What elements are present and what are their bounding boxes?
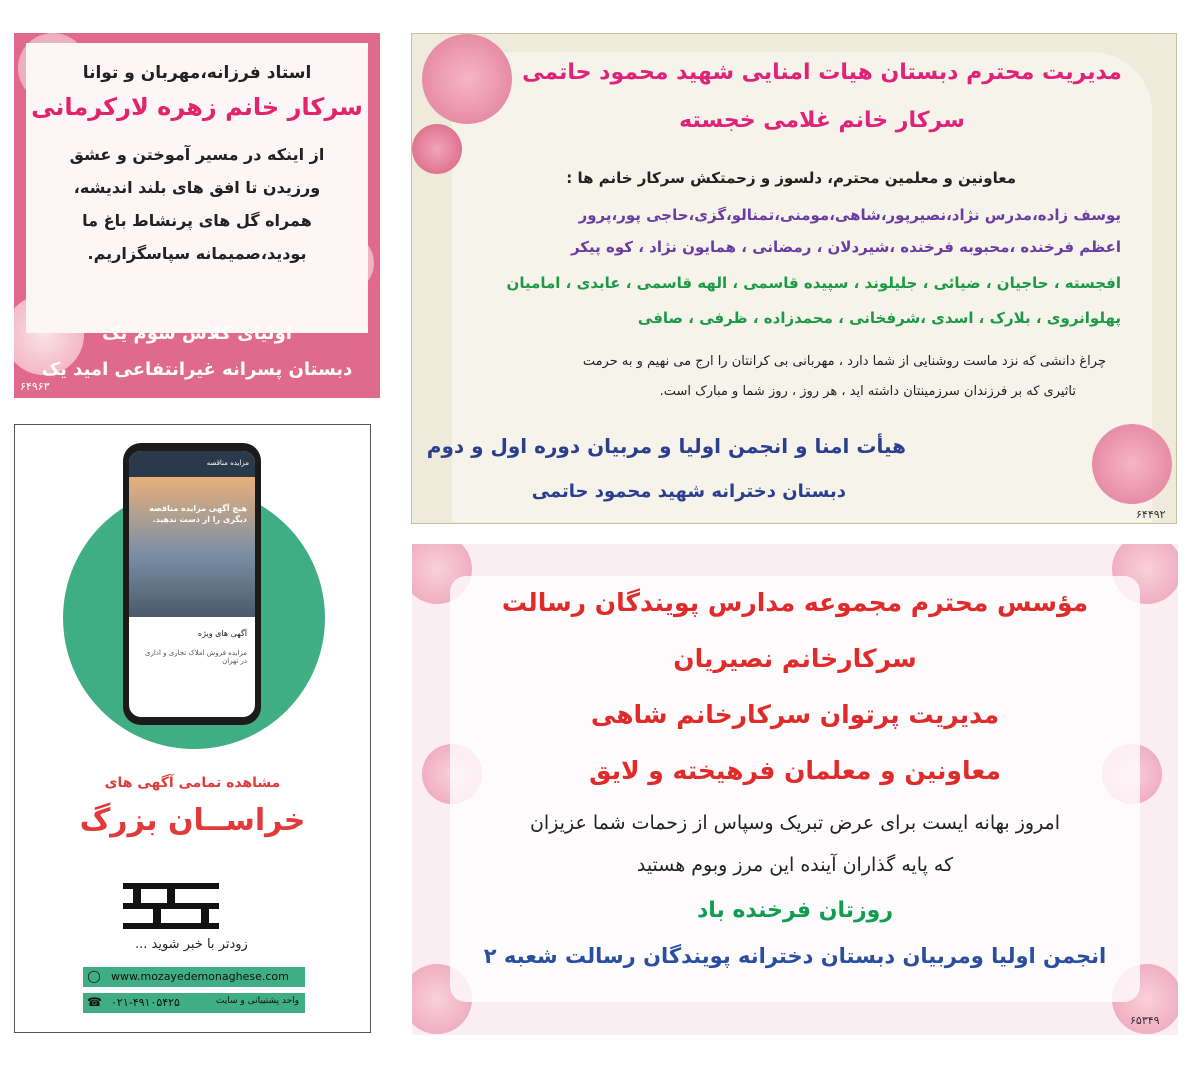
ad-body <box>26 138 368 270</box>
ad-greeting: روزتان فرخنده باد <box>696 898 894 923</box>
ad-code: ۶۴۴۹۲ <box>1136 508 1166 521</box>
ad-recipient-name: مدیریت پرتوان سرکارخانم شاهی <box>590 700 1000 729</box>
promo-tagline: زودتر با خبر شوید ... <box>135 937 248 952</box>
support-label: واحد پشتیبانی و سایت <box>215 996 299 1006</box>
mozayede-logo <box>123 883 219 929</box>
ad-paragraph-line: تاثیری که بر فرزندان سرزمینتان داشته اید ، هر روز ، روز شما و مبارک است. <box>659 384 1076 399</box>
ad-signature-2: دبستان پسرانه غیرانتفاعی امید یک <box>41 359 353 380</box>
app-card-text: مزایده فروش املاک تجاری و اداری در تهران <box>145 649 247 665</box>
staff-names-line: پهلوانروی ، بلارک ، اسدی ،شرفخانی ، محمدزاده ، ظرفی ، صافی <box>637 309 1121 327</box>
ad-title: مدیریت محترم دبستان هیات امنایی شهید محمود حاتمی <box>522 60 1122 85</box>
ad-signature-2: دبستان دخترانه شهید محمود حاتمی <box>531 481 846 502</box>
phone-number[interactable]: ۰۲۱-۴۹۱۰۵۴۲۵ <box>111 996 180 1009</box>
app-header <box>129 451 255 477</box>
ad-paragraph-line: چراغ دانشی که نزد ماست روشنایی از شما دارد ، مهربانی بی کرانتان را ارج می نهیم و به حرمت <box>582 354 1106 369</box>
ad-teacher-appreciation-larkermani <box>14 33 380 398</box>
ad-recipient-name: معاونین و معلمان فرهیخته و لایق <box>589 756 1001 785</box>
app-card-title: آگهی های ویژه <box>197 629 247 638</box>
ad-body-line: امروز بهانه ایست برای عرض تبریک وسپاس از زحمات شما عزیزان <box>529 812 1061 834</box>
ad-body-line: همراه گل های پرنشاط باغ ما <box>82 211 312 230</box>
ad-body-line: بودید،صمیمانه سپاسگزاریم. <box>87 244 307 263</box>
website-url[interactable]: www.mozayedemonaghese.com <box>111 970 289 983</box>
ad-title: مؤسس محترم مجموعه مدارس پویندگان رسالت <box>501 588 1089 617</box>
globe-icon: ◯ <box>87 969 101 983</box>
ad-code: ۶۴۹۶۳ <box>20 380 50 393</box>
staff-names-line: اعظم فرخنده ،محبوبه فرخنده ،شیردلان ، رمضانی ، همایون نژاد ، کوه پیکر <box>570 238 1121 256</box>
port-cranes-image <box>129 477 255 617</box>
ad-recipient-name: سرکار خانم زهره لارکرمانی <box>31 93 363 121</box>
ad-signature-1: هیأت امنا و انجمن اولیا و مربیان دوره اول و دوم <box>426 434 906 458</box>
flower-decoration <box>412 124 462 174</box>
phone-bar[interactable] <box>83 993 305 1013</box>
staff-names-line: یوسف زاده،مدرس نژاد،نصیرپور،شاهی،مومنی،تمنالو،گزی،حاجی پور،پرور <box>578 206 1121 224</box>
ad-signature: انجمن اولیا ومربیان دبستان دخترانه پویندگان رسالت شعبه ۲ <box>483 944 1107 968</box>
ad-heading: استاد فرزانه،مهربان و توانا <box>82 63 312 83</box>
promo-caption: مشاهده تمامی آگهی های <box>104 775 281 791</box>
ad-body-line: که پایه گذاران آینده این مرز وبوم هستید <box>636 854 954 876</box>
website-bar[interactable] <box>83 967 305 987</box>
ad-intro: معاونین و معلمین محترم، دلسوز و زحمتکش سرکار خانم ها : <box>566 169 1016 187</box>
ad-content-panel <box>450 576 1140 1002</box>
staff-names-line: افجسته ، حاجیان ، ضیائی ، جلیلوند ، سپیده قاسمی ، الهه قاسمی ، عابدی ، امامیان <box>506 274 1121 292</box>
phone-icon: ☎ <box>87 995 102 1009</box>
phone-mockup <box>123 443 261 725</box>
app-title: مزایده مناقصه <box>206 459 249 467</box>
promo-region: خراســان بزرگ <box>79 803 306 838</box>
ad-signature-1: اولیای کلاس سوم یک <box>102 323 292 344</box>
phone-screen <box>129 451 255 717</box>
ad-recipient-name: سرکار خانم غلامی خجسته <box>679 108 965 133</box>
ad-code: ۶۵۳۴۹ <box>1130 1014 1160 1027</box>
app-headline: هیچ آگهی مزایده مناقصه دیگری را از دست ندهید. <box>149 504 247 524</box>
ad-recipient-name: سرکارخانم نصیریان <box>673 644 917 673</box>
ad-body-line: ورزیدن تا افق های بلند اندیشه، <box>73 178 321 197</box>
ad-school-pouyandegan <box>412 544 1178 1035</box>
ad-body-line: از اینکه در مسیر آموختن و عشق <box>69 145 325 164</box>
ad-school-hatami <box>411 33 1177 524</box>
flower-decoration <box>1092 424 1172 504</box>
ad-content-panel <box>26 43 368 333</box>
ad-mozayede-app-promo <box>14 424 371 1033</box>
